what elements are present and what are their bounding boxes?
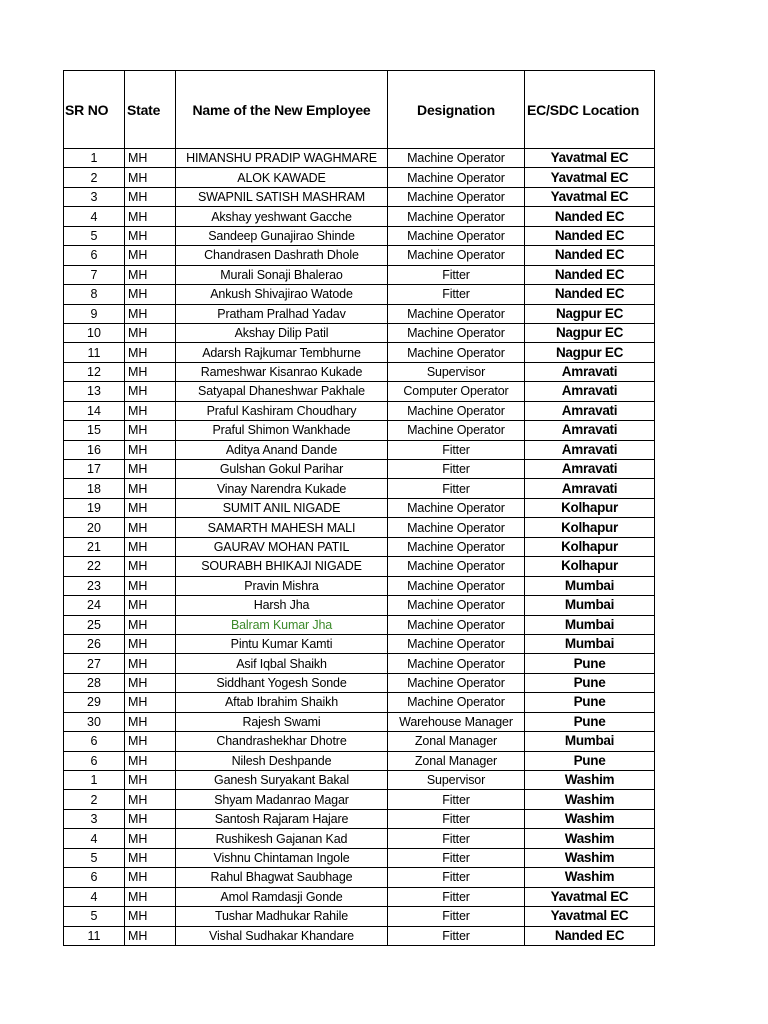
- state-cell: MH: [125, 285, 176, 304]
- designation-cell: Fitter: [388, 265, 525, 284]
- employee-name-cell: SUMIT ANIL NIGADE: [176, 498, 388, 517]
- state-cell: MH: [125, 226, 176, 245]
- header-designation: Designation: [388, 71, 525, 149]
- table-row: [64, 829, 655, 848]
- sr-no-cell: 8: [64, 285, 125, 304]
- table-row: [64, 654, 655, 673]
- state-cell: MH: [125, 187, 176, 206]
- designation-cell: Computer Operator: [388, 382, 525, 401]
- state-cell: MH: [125, 751, 176, 770]
- table-row: [64, 226, 655, 245]
- sr-no-cell: 1: [64, 771, 125, 790]
- location-cell: Washim: [525, 790, 655, 809]
- employee-name-cell: Rushikesh Gajanan Kad: [176, 829, 388, 848]
- state-cell: MH: [125, 401, 176, 420]
- state-cell: MH: [125, 576, 176, 595]
- designation-cell: Fitter: [388, 440, 525, 459]
- employee-name-cell: Praful Shimon Wankhade: [176, 421, 388, 440]
- sr-no-cell: 5: [64, 907, 125, 926]
- employee-name-cell: Praful Kashiram Choudhary: [176, 401, 388, 420]
- state-cell: MH: [125, 809, 176, 828]
- table-row: [64, 168, 655, 187]
- state-cell: MH: [125, 149, 176, 168]
- state-cell: MH: [125, 168, 176, 187]
- sr-no-cell: 23: [64, 576, 125, 595]
- sr-no-cell: 9: [64, 304, 125, 323]
- table-body: [64, 149, 655, 946]
- designation-cell: Machine Operator: [388, 421, 525, 440]
- location-cell: Nagpur EC: [525, 323, 655, 342]
- table-row: [64, 265, 655, 284]
- sr-no-cell: 17: [64, 460, 125, 479]
- location-cell: Mumbai: [525, 634, 655, 653]
- designation-cell: Fitter: [388, 479, 525, 498]
- location-cell: Pune: [525, 654, 655, 673]
- state-cell: MH: [125, 868, 176, 887]
- designation-cell: Machine Operator: [388, 654, 525, 673]
- location-cell: Pune: [525, 712, 655, 731]
- state-cell: MH: [125, 634, 176, 653]
- employee-name-cell: Satyapal Dhaneshwar Pakhale: [176, 382, 388, 401]
- state-cell: MH: [125, 907, 176, 926]
- employee-name-cell: Rameshwar Kisanrao Kukade: [176, 362, 388, 381]
- state-cell: MH: [125, 498, 176, 517]
- table-row: [64, 246, 655, 265]
- table-row: [64, 285, 655, 304]
- location-cell: Amravati: [525, 382, 655, 401]
- employee-name-cell: Chandrasen Dashrath Dhole: [176, 246, 388, 265]
- designation-cell: Fitter: [388, 848, 525, 867]
- table-row: [64, 809, 655, 828]
- state-cell: MH: [125, 557, 176, 576]
- sr-no-cell: 7: [64, 265, 125, 284]
- location-cell: Kolhapur: [525, 498, 655, 517]
- location-cell: Amravati: [525, 460, 655, 479]
- header-row: [64, 71, 655, 149]
- table-row: [64, 421, 655, 440]
- sr-no-cell: 5: [64, 226, 125, 245]
- location-cell: Yavatmal EC: [525, 187, 655, 206]
- header-state: State: [125, 71, 176, 149]
- location-cell: Washim: [525, 809, 655, 828]
- location-cell: Amravati: [525, 362, 655, 381]
- state-cell: MH: [125, 790, 176, 809]
- designation-cell: Machine Operator: [388, 343, 525, 362]
- employee-name-cell: ALOK KAWADE: [176, 168, 388, 187]
- designation-cell: Machine Operator: [388, 518, 525, 537]
- location-cell: Kolhapur: [525, 518, 655, 537]
- employee-name-cell: Ankush Shivajirao Watode: [176, 285, 388, 304]
- sr-no-cell: 24: [64, 596, 125, 615]
- state-cell: MH: [125, 693, 176, 712]
- sr-no-cell: 13: [64, 382, 125, 401]
- sr-no-cell: 6: [64, 246, 125, 265]
- state-cell: MH: [125, 479, 176, 498]
- location-cell: Kolhapur: [525, 537, 655, 556]
- sr-no-cell: 2: [64, 168, 125, 187]
- table-row: [64, 771, 655, 790]
- designation-cell: Machine Operator: [388, 615, 525, 634]
- employee-name-cell: Sandeep Gunajirao Shinde: [176, 226, 388, 245]
- designation-cell: Supervisor: [388, 771, 525, 790]
- location-cell: Nanded EC: [525, 926, 655, 945]
- employee-name-cell: GAURAV MOHAN PATIL: [176, 537, 388, 556]
- sr-no-cell: 28: [64, 673, 125, 692]
- state-cell: MH: [125, 246, 176, 265]
- state-cell: MH: [125, 382, 176, 401]
- state-cell: MH: [125, 771, 176, 790]
- location-cell: Washim: [525, 829, 655, 848]
- location-cell: Mumbai: [525, 576, 655, 595]
- designation-cell: Fitter: [388, 868, 525, 887]
- table-row: [64, 187, 655, 206]
- employee-name-cell: Balram Kumar Jha: [176, 615, 388, 634]
- table-row: [64, 323, 655, 342]
- state-cell: MH: [125, 596, 176, 615]
- sr-no-cell: 27: [64, 654, 125, 673]
- table-row: [64, 732, 655, 751]
- table-row: [64, 596, 655, 615]
- location-cell: Mumbai: [525, 596, 655, 615]
- table-row: [64, 887, 655, 906]
- state-cell: MH: [125, 362, 176, 381]
- sr-no-cell: 11: [64, 926, 125, 945]
- header-location: EC/SDC Location: [525, 71, 655, 149]
- table-row: [64, 926, 655, 945]
- employee-name-cell: HIMANSHU PRADIP WAGHMARE: [176, 149, 388, 168]
- employee-name-cell: SAMARTH MAHESH MALI: [176, 518, 388, 537]
- designation-cell: Machine Operator: [388, 634, 525, 653]
- location-cell: Washim: [525, 771, 655, 790]
- state-cell: MH: [125, 654, 176, 673]
- state-cell: MH: [125, 887, 176, 906]
- table-row: [64, 868, 655, 887]
- state-cell: MH: [125, 323, 176, 342]
- designation-cell: Zonal Manager: [388, 751, 525, 770]
- designation-cell: Fitter: [388, 809, 525, 828]
- state-cell: MH: [125, 460, 176, 479]
- state-cell: MH: [125, 343, 176, 362]
- sr-no-cell: 1: [64, 149, 125, 168]
- table-row: [64, 149, 655, 168]
- location-cell: Nanded EC: [525, 285, 655, 304]
- sr-no-cell: 5: [64, 848, 125, 867]
- table-row: [64, 343, 655, 362]
- location-cell: Yavatmal EC: [525, 149, 655, 168]
- state-cell: MH: [125, 207, 176, 226]
- location-cell: Nanded EC: [525, 207, 655, 226]
- sr-no-cell: 3: [64, 187, 125, 206]
- designation-cell: Supervisor: [388, 362, 525, 381]
- sr-no-cell: 11: [64, 343, 125, 362]
- designation-cell: Machine Operator: [388, 596, 525, 615]
- sr-no-cell: 4: [64, 829, 125, 848]
- designation-cell: Machine Operator: [388, 693, 525, 712]
- sr-no-cell: 4: [64, 887, 125, 906]
- table-row: [64, 304, 655, 323]
- state-cell: MH: [125, 265, 176, 284]
- state-cell: MH: [125, 926, 176, 945]
- designation-cell: Machine Operator: [388, 149, 525, 168]
- sr-no-cell: 16: [64, 440, 125, 459]
- employee-name-cell: Gulshan Gokul Parihar: [176, 460, 388, 479]
- employee-name-cell: Murali Sonaji Bhalerao: [176, 265, 388, 284]
- designation-cell: Machine Operator: [388, 168, 525, 187]
- employee-name-cell: Adarsh Rajkumar Tembhurne: [176, 343, 388, 362]
- location-cell: Washim: [525, 868, 655, 887]
- designation-cell: Machine Operator: [388, 207, 525, 226]
- location-cell: Amravati: [525, 440, 655, 459]
- employee-name-cell: Nilesh Deshpande: [176, 751, 388, 770]
- location-cell: Amravati: [525, 479, 655, 498]
- employee-name-cell: Rahul Bhagwat Saubhage: [176, 868, 388, 887]
- header-sr-no: SR NO: [64, 71, 125, 149]
- designation-cell: Machine Operator: [388, 576, 525, 595]
- designation-cell: Machine Operator: [388, 673, 525, 692]
- table-row: [64, 401, 655, 420]
- designation-cell: Machine Operator: [388, 187, 525, 206]
- state-cell: MH: [125, 848, 176, 867]
- sr-no-cell: 14: [64, 401, 125, 420]
- location-cell: Mumbai: [525, 732, 655, 751]
- table-row: [64, 576, 655, 595]
- table-row: [64, 848, 655, 867]
- employee-name-cell: Aftab Ibrahim Shaikh: [176, 693, 388, 712]
- employee-name-cell: Vinay Narendra Kukade: [176, 479, 388, 498]
- table-row: [64, 498, 655, 517]
- state-cell: MH: [125, 518, 176, 537]
- sr-no-cell: 21: [64, 537, 125, 556]
- state-cell: MH: [125, 673, 176, 692]
- employee-name-cell: Rajesh Swami: [176, 712, 388, 731]
- employee-name-cell: Vishnu Chintaman Ingole: [176, 848, 388, 867]
- designation-cell: Fitter: [388, 887, 525, 906]
- employee-name-cell: SWAPNIL SATISH MASHRAM: [176, 187, 388, 206]
- employee-name-cell: Akshay Dilip Patil: [176, 323, 388, 342]
- state-cell: MH: [125, 304, 176, 323]
- table-row: [64, 207, 655, 226]
- sr-no-cell: 18: [64, 479, 125, 498]
- employee-name-cell: Pravin Mishra: [176, 576, 388, 595]
- employee-name-cell: Tushar Madhukar Rahile: [176, 907, 388, 926]
- sr-no-cell: 10: [64, 323, 125, 342]
- location-cell: Yavatmal EC: [525, 168, 655, 187]
- table-row: [64, 557, 655, 576]
- employee-name-cell: Ganesh Suryakant Bakal: [176, 771, 388, 790]
- table-row: [64, 537, 655, 556]
- designation-cell: Fitter: [388, 285, 525, 304]
- employee-name-cell: Amol Ramdasji Gonde: [176, 887, 388, 906]
- location-cell: Nagpur EC: [525, 304, 655, 323]
- designation-cell: Fitter: [388, 460, 525, 479]
- designation-cell: Zonal Manager: [388, 732, 525, 751]
- table-row: [64, 615, 655, 634]
- table-row: [64, 634, 655, 653]
- employee-name-cell: Vishal Sudhakar Khandare: [176, 926, 388, 945]
- sr-no-cell: 12: [64, 362, 125, 381]
- sr-no-cell: 6: [64, 751, 125, 770]
- state-cell: MH: [125, 537, 176, 556]
- sr-no-cell: 2: [64, 790, 125, 809]
- employee-name-cell: Shyam Madanrao Magar: [176, 790, 388, 809]
- sr-no-cell: 19: [64, 498, 125, 517]
- location-cell: Kolhapur: [525, 557, 655, 576]
- employee-name-cell: Pratham Pralhad Yadav: [176, 304, 388, 323]
- sr-no-cell: 4: [64, 207, 125, 226]
- employee-name-cell: Asif Iqbal Shaikh: [176, 654, 388, 673]
- sr-no-cell: 20: [64, 518, 125, 537]
- table-row: [64, 790, 655, 809]
- location-cell: Nanded EC: [525, 265, 655, 284]
- employee-name-cell: SOURABH BHIKAJI NIGADE: [176, 557, 388, 576]
- sr-no-cell: 29: [64, 693, 125, 712]
- designation-cell: Warehouse Manager: [388, 712, 525, 731]
- table-row: [64, 382, 655, 401]
- state-cell: MH: [125, 829, 176, 848]
- sr-no-cell: 3: [64, 809, 125, 828]
- table-row: [64, 673, 655, 692]
- sr-no-cell: 6: [64, 868, 125, 887]
- designation-cell: Fitter: [388, 829, 525, 848]
- table-row: [64, 518, 655, 537]
- employee-name-cell: Harsh Jha: [176, 596, 388, 615]
- location-cell: Pune: [525, 673, 655, 692]
- designation-cell: Machine Operator: [388, 226, 525, 245]
- sr-no-cell: 25: [64, 615, 125, 634]
- location-cell: Washim: [525, 848, 655, 867]
- sr-no-cell: 22: [64, 557, 125, 576]
- location-cell: Yavatmal EC: [525, 887, 655, 906]
- table-row: [64, 907, 655, 926]
- employee-name-cell: Akshay yeshwant Gacche: [176, 207, 388, 226]
- state-cell: MH: [125, 712, 176, 731]
- designation-cell: Machine Operator: [388, 557, 525, 576]
- location-cell: Mumbai: [525, 615, 655, 634]
- table-row: [64, 440, 655, 459]
- state-cell: MH: [125, 615, 176, 634]
- sr-no-cell: 6: [64, 732, 125, 751]
- table-row: [64, 460, 655, 479]
- designation-cell: Machine Operator: [388, 246, 525, 265]
- employee-name-cell: Aditya Anand Dande: [176, 440, 388, 459]
- employee-name-cell: Santosh Rajaram Hajare: [176, 809, 388, 828]
- sr-no-cell: 15: [64, 421, 125, 440]
- designation-cell: Machine Operator: [388, 401, 525, 420]
- employee-name-cell: Pintu Kumar Kamti: [176, 634, 388, 653]
- sr-no-cell: 26: [64, 634, 125, 653]
- employee-name-cell: Chandrashekhar Dhotre: [176, 732, 388, 751]
- location-cell: Yavatmal EC: [525, 907, 655, 926]
- location-cell: Nanded EC: [525, 226, 655, 245]
- header-employee-name: Name of the New Employee: [176, 71, 388, 149]
- designation-cell: Fitter: [388, 790, 525, 809]
- table-row: [64, 362, 655, 381]
- designation-cell: Fitter: [388, 907, 525, 926]
- table-row: [64, 751, 655, 770]
- employee-table: [63, 70, 655, 946]
- employee-name-cell: Siddhant Yogesh Sonde: [176, 673, 388, 692]
- designation-cell: Machine Operator: [388, 323, 525, 342]
- designation-cell: Machine Operator: [388, 304, 525, 323]
- sr-no-cell: 30: [64, 712, 125, 731]
- location-cell: Pune: [525, 751, 655, 770]
- state-cell: MH: [125, 421, 176, 440]
- location-cell: Nagpur EC: [525, 343, 655, 362]
- state-cell: MH: [125, 440, 176, 459]
- location-cell: Nanded EC: [525, 246, 655, 265]
- table-row: [64, 693, 655, 712]
- state-cell: MH: [125, 732, 176, 751]
- location-cell: Amravati: [525, 401, 655, 420]
- table-row: [64, 479, 655, 498]
- designation-cell: Machine Operator: [388, 537, 525, 556]
- location-cell: Pune: [525, 693, 655, 712]
- table-row: [64, 712, 655, 731]
- designation-cell: Machine Operator: [388, 498, 525, 517]
- designation-cell: Fitter: [388, 926, 525, 945]
- location-cell: Amravati: [525, 421, 655, 440]
